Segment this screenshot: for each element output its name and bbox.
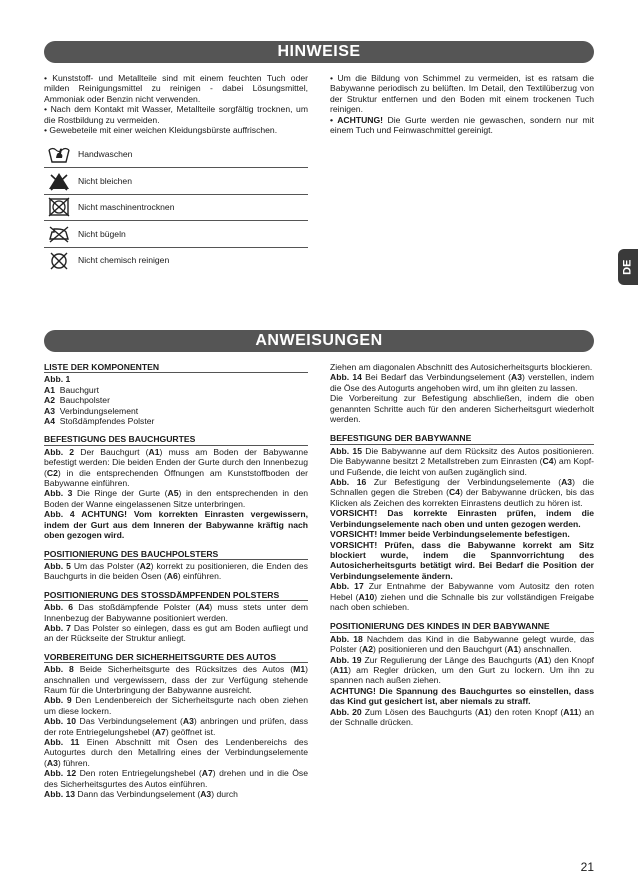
hinweise-right-column [330, 73, 594, 135]
page-number: 21 [580, 860, 594, 874]
section-heading-bauchpolster: POSITIONIERUNG DES BAUCHPOLSTERS [44, 549, 308, 560]
care-symbol-label: Nicht maschinentrocknen [78, 202, 175, 213]
instruction-step: ACHTUNG! Die Spannung des Bauchgurtes so einstellen, dass das Kind gut gesichert ist, aber niemals zu straff. [330, 685, 594, 707]
hinweise-banner [44, 41, 594, 63]
section-heading-components: LISTE DER KOMPONENTEN [44, 362, 308, 373]
anweisungen-banner [44, 330, 594, 352]
care-symbol-row [44, 195, 308, 222]
hinweise-title: HINWEISE [277, 43, 361, 60]
care-symbol-label: Nicht bügeln [78, 228, 126, 239]
instruction-step: Abb. 15 Die Babywanne auf dem Rücksitz des Autos positionieren. Die Babywanne besitzt 2 Metallstreben zum Einrasten (C4) am Kopf- und Fußende, die leicht von außen zugänglich sind. [330, 445, 594, 477]
component-list [44, 385, 308, 427]
instruction-step: Abb. 19 Zur Regulierung der Länge des Bauchgurts (A1) den Knopf (A11) am Regler drücken, um den Gurt zu lockern. Um ihn zu spannen nach außen ziehen. [330, 654, 594, 686]
component-item: A3 Verbindungselement [44, 405, 139, 416]
care-symbol-row [44, 168, 308, 195]
instruction-step: Abb. 7 Das Polster so einlegen, dass es gut am Boden aufliegt und an der Rückseite der Struktur anliegt. [44, 622, 309, 644]
hinweise-left-column [44, 73, 308, 273]
instruction-step: Abb. 16 Zur Befestigung der Verbindungselemente (A3) die Schnallen gegen die Streben (C4) der Babywanne drücken, bis das Klicken als Zeichen des korrekten Einrastens deutlich zu hören ist. [330, 477, 595, 508]
instruction-step: VORSICHT! Das korrekte Einrasten prüfen, indem die Verbindungselemente nach oben und unten gezogen werden. [330, 508, 594, 529]
care-symbol-row [44, 248, 308, 274]
hinweise-paragraph [330, 115, 594, 136]
instruction-step: Abb. 2 Der Bauchgurt (A1) muss am Boden der Babywanne befestigt werden: Die beiden Enden der Gurte durch den Innenbezug (C2) in die entsprechenden Öffnungen am Kunststoffboden der Babywanne einführen. [44, 446, 308, 489]
instruction-step: Abb. 12 Den roten Entriegelungshebel (A7) drehen und in die Öse des Sicherheitsgurtes des Autos einführen. [44, 768, 308, 789]
warning-label: • ACHTUNG! [330, 114, 384, 125]
section-heading-stoss: POSITIONIERUNG DES STOSSDÄMPFENDEN POLSTERS [44, 590, 308, 601]
instruction-step: Abb. 8 Beide Sicherheitsgurte des Rücksitzes des Autos (M1) anschnallen und vergewissern, dass der zur Verfügung stehende Raum für die Unterbringung der Babywanne ausreicht. [44, 664, 308, 695]
care-symbol-row [44, 221, 308, 248]
instruction-step: Abb. 6 Das stoßdämpfende Polster (A4) muss stets unter dem Innenbezug der Babywanne positioniert werden. [44, 602, 308, 623]
hinweise-paragraph: • Gewebeteile mit einer weichen Kleidungsbürste auffrischen. [44, 125, 278, 136]
instruction-step: Abb. 14 Bei Bedarf das Verbindungselement (A3) verstellen, indem die Öse des Autogurts angehoben wird, um ihn gleiten zu lassen. [330, 372, 594, 393]
no-iron-icon [44, 223, 74, 245]
care-symbol-list [44, 141, 308, 273]
section-heading-kind: POSITIONIERUNG DES KINDES IN DER BABYWANNE [330, 621, 594, 632]
instruction-step: Abb. 10 Das Verbindungselement (A3) anbringen und prüfen, dass der rote Entriegelungshebel (A7) geöffnet ist. [44, 716, 308, 737]
hinweise-paragraph: • Um die Bildung von Schimmel zu vermeiden, ist es ratsam die Babywanne periodisch zu belüften. Im Detail, den Textilüberzug von der Struktur entfernen und den Boden mit einem trockenen Tuch reinigen. [330, 73, 594, 115]
instruction-step: Abb. 9 Den Lendenbereich der Sicherheitsgurte nach oben ziehen um diese lockern. [44, 695, 308, 716]
anweisungen-right-column [330, 362, 594, 727]
care-symbol-label: Nicht chemisch reinigen [78, 255, 170, 266]
warning-text: Die Gurte werden nie gewaschen, sondern nur mit einem Tuch und Feinwaschmittel gereinigt. [330, 114, 594, 136]
instruction-step: Abb. 17 Zur Entnahme der Babywanne vom Autositz den roten Hebel (A10) ziehen und die Schnalle bis zur vollständigen Freigabe nach oben schieben. [330, 581, 594, 612]
care-symbol-label: Nicht bleichen [78, 175, 132, 186]
no-bleach-icon [44, 170, 74, 192]
no-dry-clean-icon [44, 250, 74, 272]
care-symbol-row [44, 141, 308, 168]
instruction-step: Abb. 18 Nachdem das Kind in die Babywanne gelegt wurde, das Polster (A2) positionieren und den Bauchgurt (A1) anschnallen. [330, 633, 594, 655]
instruction-step: VORSICHT! Immer beide Verbindungselemente befestigen. [330, 529, 570, 540]
instruction-step: VORSICHT! Prüfen, dass die Babywanne korrekt am Sitz blockiert wurde, indem die Spannvorrichtung des Autosicherheitsgurts betätigt wird. Bei Bedarf die Position der Verbindungselemente ändern. [330, 539, 594, 581]
instruction-step: Abb. 3 Die Ringe der Gurte (A5) in den entsprechenden in den Boden der Wanne eingelassenen Sitze unterbringen. [44, 488, 309, 509]
component-item: A4 Stoßdämpfendes Polster [44, 416, 155, 427]
anweisungen-title: ANWEISUNGEN [255, 332, 383, 349]
component-item: A2 Bauchpolster [44, 395, 110, 406]
hinweise-paragraph: • Kunststoff- und Metallteile sind mit einem feuchten Tuch oder milden Reinigungsmittel zu reinigen - dabei Lösungsmittel, Ammoniak oder Benzin nicht verwenden. [44, 73, 308, 104]
language-tab [618, 249, 638, 285]
instruction-step: Abb. 5 Um das Polster (A2) korrekt zu positionieren, die Enden des Bauchgurts in die beiden Ösen (A6) einführen. [44, 560, 308, 582]
section-heading-bauchgurt: BEFESTIGUNG DES BAUCHGURTES [44, 434, 308, 445]
instruction-step: Abb. 13 Dann das Verbindungselement (A3) durch [44, 789, 238, 800]
anweisungen-left-column [44, 362, 308, 799]
component-item: A1 Bauchgurt [44, 384, 99, 395]
section-heading-babywanne: BEFESTIGUNG DER BABYWANNE [330, 433, 594, 444]
care-symbol-label: Handwaschen [78, 149, 133, 160]
hinweise-paragraph: • Nach dem Kontakt mit Wasser, Metallteile sorgfältig trocknen, um die Rostbildung zu vermeiden. [44, 104, 308, 125]
instruction-step: Die Vorbereitung zur Befestigung abschließen, indem die oben genannten Schritte auch für den anderen Sicherheitsgurt wiederholt werden. [330, 393, 594, 425]
instruction-step: Abb. 20 Zum Lösen des Bauchgurts (A1) den roten Knopf (A11) an der Schnalle drücken. [330, 706, 595, 727]
instruction-step: Abb. 11 Einen Abschnitt mit Ösen des Lendenbereichs des Autogurtes durch den Metallring eines der Verbindungselemente (A3) führen. [44, 737, 308, 768]
language-tab-label: DE [621, 259, 634, 275]
no-tumble-dry-icon [44, 196, 74, 218]
hand-wash-icon [44, 143, 74, 165]
section-heading-autos: VORBEREITUNG DER SICHERHEITSGURTE DES AUTOS [44, 652, 308, 663]
instruction-step: Ziehen am diagonalen Abschnitt des Autosicherheitsgurts blockieren. [330, 362, 593, 372]
figure-ref: Abb. 1 [44, 374, 71, 385]
instruction-step: Abb. 4 ACHTUNG! Vom korrekten Einrasten vergewissern, indem der Gurt aus dem Inneren der Babywanne kräftig nach oben gezogen wird. [44, 509, 308, 541]
